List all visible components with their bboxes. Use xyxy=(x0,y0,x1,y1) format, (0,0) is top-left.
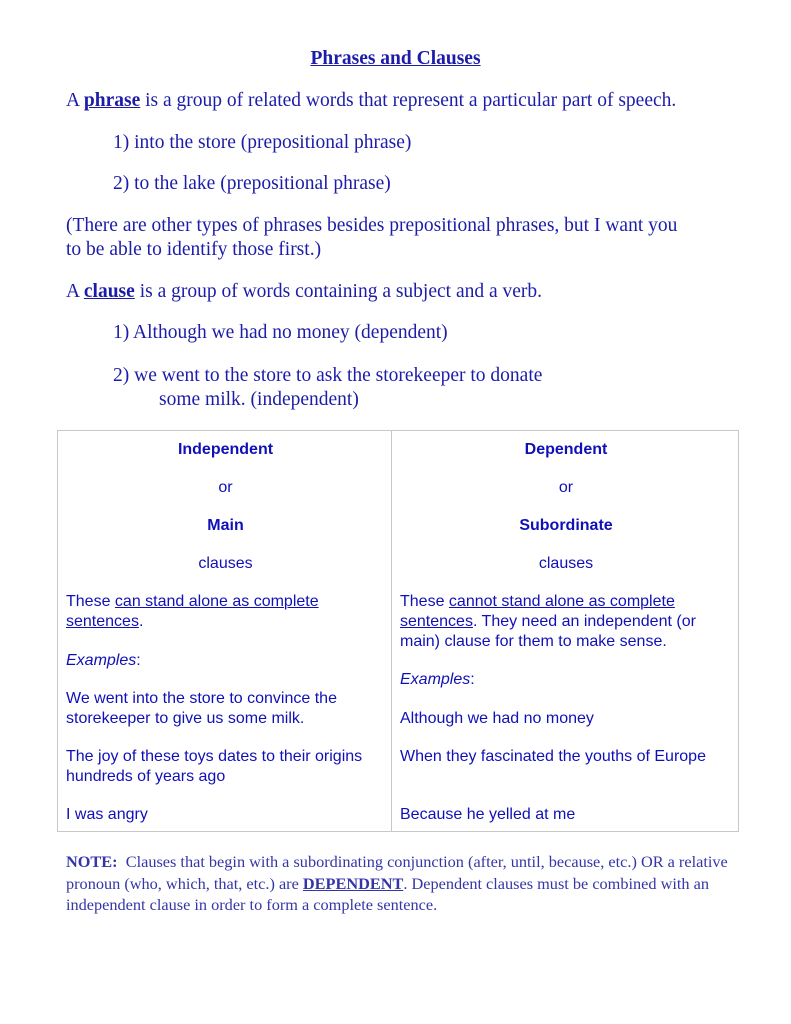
or-text: or xyxy=(218,479,233,496)
example: The joy of these toys dates to their origins hundreds of years ago xyxy=(66,748,363,785)
example: When they fascinated the youths of Europe xyxy=(400,748,706,765)
example: Because he yelled at me xyxy=(400,806,576,823)
text: is a group of related words that represent a particular part of speech. xyxy=(140,90,677,111)
independent-column xyxy=(58,431,392,831)
title-text: Phrases and Clauses xyxy=(310,48,481,69)
term-phrase: phrase xyxy=(83,90,141,111)
clauses-text: clauses xyxy=(538,555,594,572)
header-main: Main xyxy=(207,517,244,534)
text: is a group of words containing a subject and a verb. xyxy=(134,281,543,302)
dependent-column xyxy=(392,431,738,831)
dependent-description xyxy=(400,592,732,652)
header-independent: Independent xyxy=(177,441,274,458)
text: Examples xyxy=(400,671,471,688)
underlined-text: can stand alone as complete sentences xyxy=(66,593,319,630)
text: These xyxy=(66,593,115,610)
text: . Dependent clauses must be combined with an independent clause in order to form a complete sentence. xyxy=(66,873,709,914)
independent-description xyxy=(66,592,385,632)
clauses-text: clauses xyxy=(198,555,253,572)
or-text: or xyxy=(558,479,574,496)
text: Examples xyxy=(66,652,137,669)
clause-example: 2) we went to the store to ask the storekeeper to donate xyxy=(113,365,543,386)
example: We went into the store to convince the storekeeper to give us some milk. xyxy=(66,690,337,727)
phrase-note-line: to be able to identify those first.) xyxy=(66,239,322,260)
text: A xyxy=(66,90,84,111)
phrase-example: 2) to the lake (prepositional phrase) xyxy=(113,173,391,194)
text: These xyxy=(400,593,449,610)
text: . xyxy=(138,613,144,630)
clause-definition xyxy=(66,280,542,304)
examples-label xyxy=(66,651,385,671)
phrase-note-line: (There are other types of phrases besides prepositional phrases, but I want you xyxy=(66,215,678,236)
clauses-table xyxy=(57,430,739,832)
example: I was angry xyxy=(66,806,148,823)
text: : xyxy=(470,671,475,688)
text: A xyxy=(66,281,84,302)
text: : xyxy=(136,652,141,669)
phrase-example: 1) into the store (prepositional phrase) xyxy=(113,132,412,153)
header-dependent: Dependent xyxy=(524,441,608,458)
emphasis-dependent: DEPENDENT xyxy=(302,873,404,893)
example: Although we had no money xyxy=(400,710,594,727)
note-label: NOTE: xyxy=(66,852,118,871)
clause-example-cont: some milk. (independent) xyxy=(159,389,359,410)
phrase-definition xyxy=(66,89,676,113)
term-clause: clause xyxy=(83,281,135,302)
text: . They need an independent (or main) clause for them to make sense. xyxy=(400,613,696,650)
header-subordinate: Subordinate xyxy=(519,517,613,534)
text: Clauses that begin with a subordinating conjunction (after, until, because, etc.) OR a relative pronoun (who, which, that, etc.) are xyxy=(66,852,732,893)
clause-example: 1) Although we had no money (dependent) xyxy=(113,322,448,343)
page-title xyxy=(0,47,791,71)
underlined-text: cannot stand alone as complete sentences xyxy=(400,593,675,630)
note-paragraph xyxy=(66,851,746,916)
examples-label xyxy=(400,670,732,690)
